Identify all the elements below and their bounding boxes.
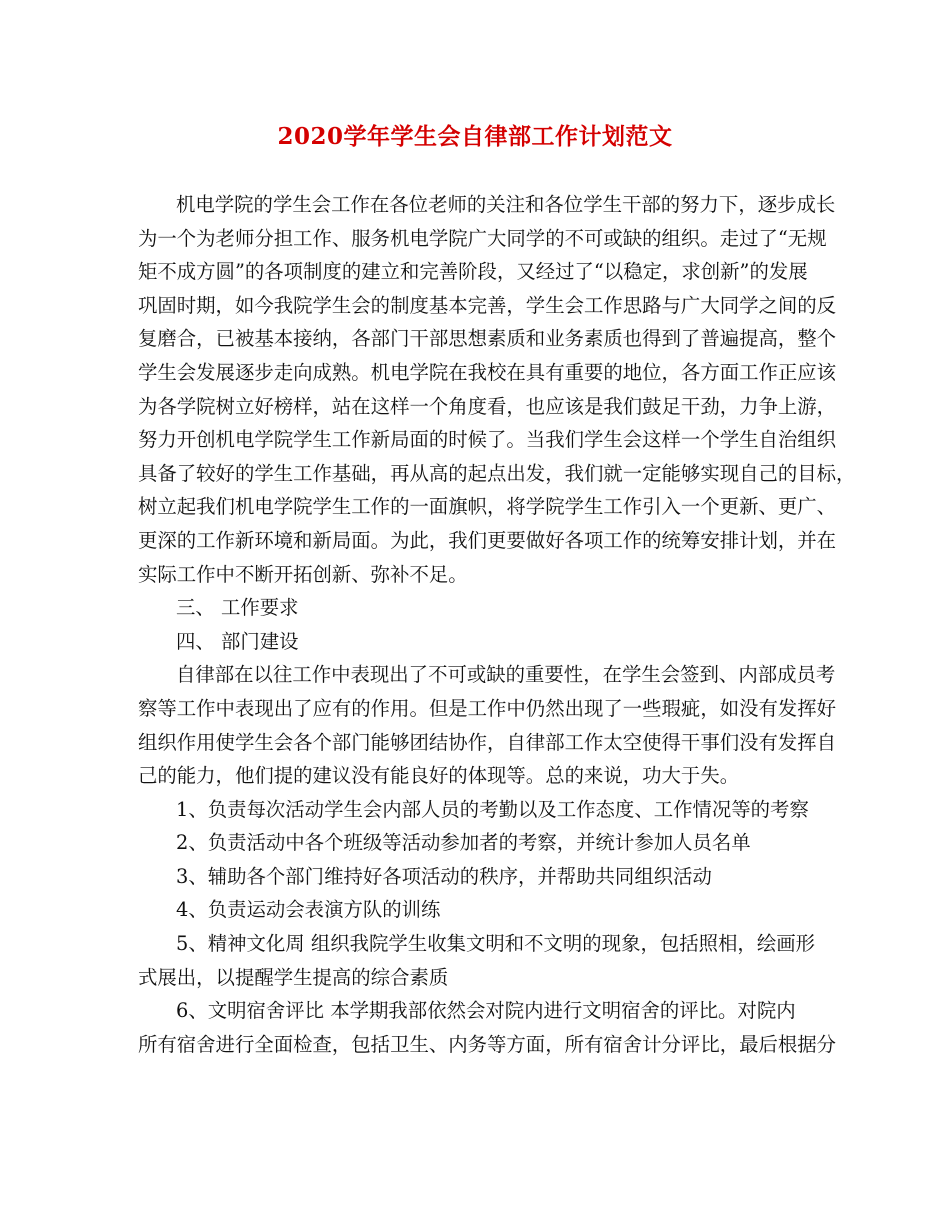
text-line: 自律部在以往工作中表现出了不可或缺的重要性，在学生会签到、内部成员考 [176, 663, 836, 687]
text-line: 矩不成方圆”的各项制度的建立和完善阶段，又经过了“以稳定，求创新”的发展 [138, 260, 808, 284]
text-line: 所有宿舍进行全面检查，包括卫生、内务等方面，所有宿舍计分评比，最后根据分 [138, 1032, 837, 1056]
text-line: 复磨合，已被基本接纳，各部门干部思想素质和业务素质也得到了普遍提高，整个 [138, 327, 837, 351]
text-line: 5、精神文化周 组织我院学生收集文明和不文明的现象，包括照相，绘画形 [176, 932, 815, 956]
text-line: 实际工作中不断开拓创新、弥补不足。 [138, 562, 468, 586]
text-line: 察等工作中表现出了应有的作用。但是工作中仍然出现了一些瑕疵，如没有发挥好 [138, 696, 837, 720]
text-line: 机电学院的学生会工作在各位老师的关注和各位学生干部的努力下，逐步成长 [176, 193, 836, 216]
text-line: 6、文明宿舍评比 本学期我部依然会对院内进行文明宿舍的评比。对院内 [176, 999, 796, 1023]
text-line: 学生会发展逐步走向成熟。机电学院在我校在具有重要的地位，各方面工作正应该 [138, 360, 837, 384]
text-line: 式展出，以提醒学生提高的综合素质 [138, 965, 449, 989]
text-line: 1、负责每次活动学生会内部人员的考勤以及工作态度、工作情况等的考察 [176, 797, 809, 821]
text-line: 为一个为老师分担工作、服务机电学院广大同学的不可或缺的组织。走过了“无规 [138, 226, 827, 250]
text-line: 为各学院树立好榜样，站在这样一个角度看，也应该是我们鼓足干劲，力争上游， [138, 394, 837, 418]
document-body [138, 188, 856, 1061]
text-line: 4、负责运动会表演方队的训练 [176, 898, 441, 922]
text-line: 巩固时期，如今我院学生会的制度基本完善，学生会工作思路与广大同学之间的反 [138, 293, 837, 317]
text-line: 己的能力，他们提的建议没有能良好的体现等。总的来说，功大于失。 [138, 764, 740, 788]
text-line: 组织作用使学生会各个部门能够团结协作，自律部工作太空使得干事们没有发挥自 [138, 730, 837, 754]
text-line: 更深的工作新环境和新局面。为此，我们更要做好各项工作的统筹安排计划，并在 [138, 528, 837, 552]
text-line: 三、 工作要求 [176, 596, 299, 620]
text-line: 树立起我们机电学院学生工作的一面旗帜，将学院学生工作引入一个更新、更广、 [138, 495, 837, 519]
text-line: 3、辅助各个部门维持好各项活动的秩序，并帮助共同组织活动 [176, 864, 712, 888]
text-line: 具备了较好的学生工作基础，再从高的起点出发，我们就一定能够实现自己的目标， [138, 461, 856, 485]
text-line: 努力开创机电学院学生工作新局面的时候了。当我们学生会这样一个学生自治组织 [138, 428, 837, 452]
document-title: 2020学年学生会自律部工作计划范文 [277, 123, 673, 150]
text-line: 四、 部门建设 [176, 629, 299, 653]
text-line: 2、负责活动中各个班级等活动参加者的考察，并统计参加人员名单 [176, 831, 751, 855]
